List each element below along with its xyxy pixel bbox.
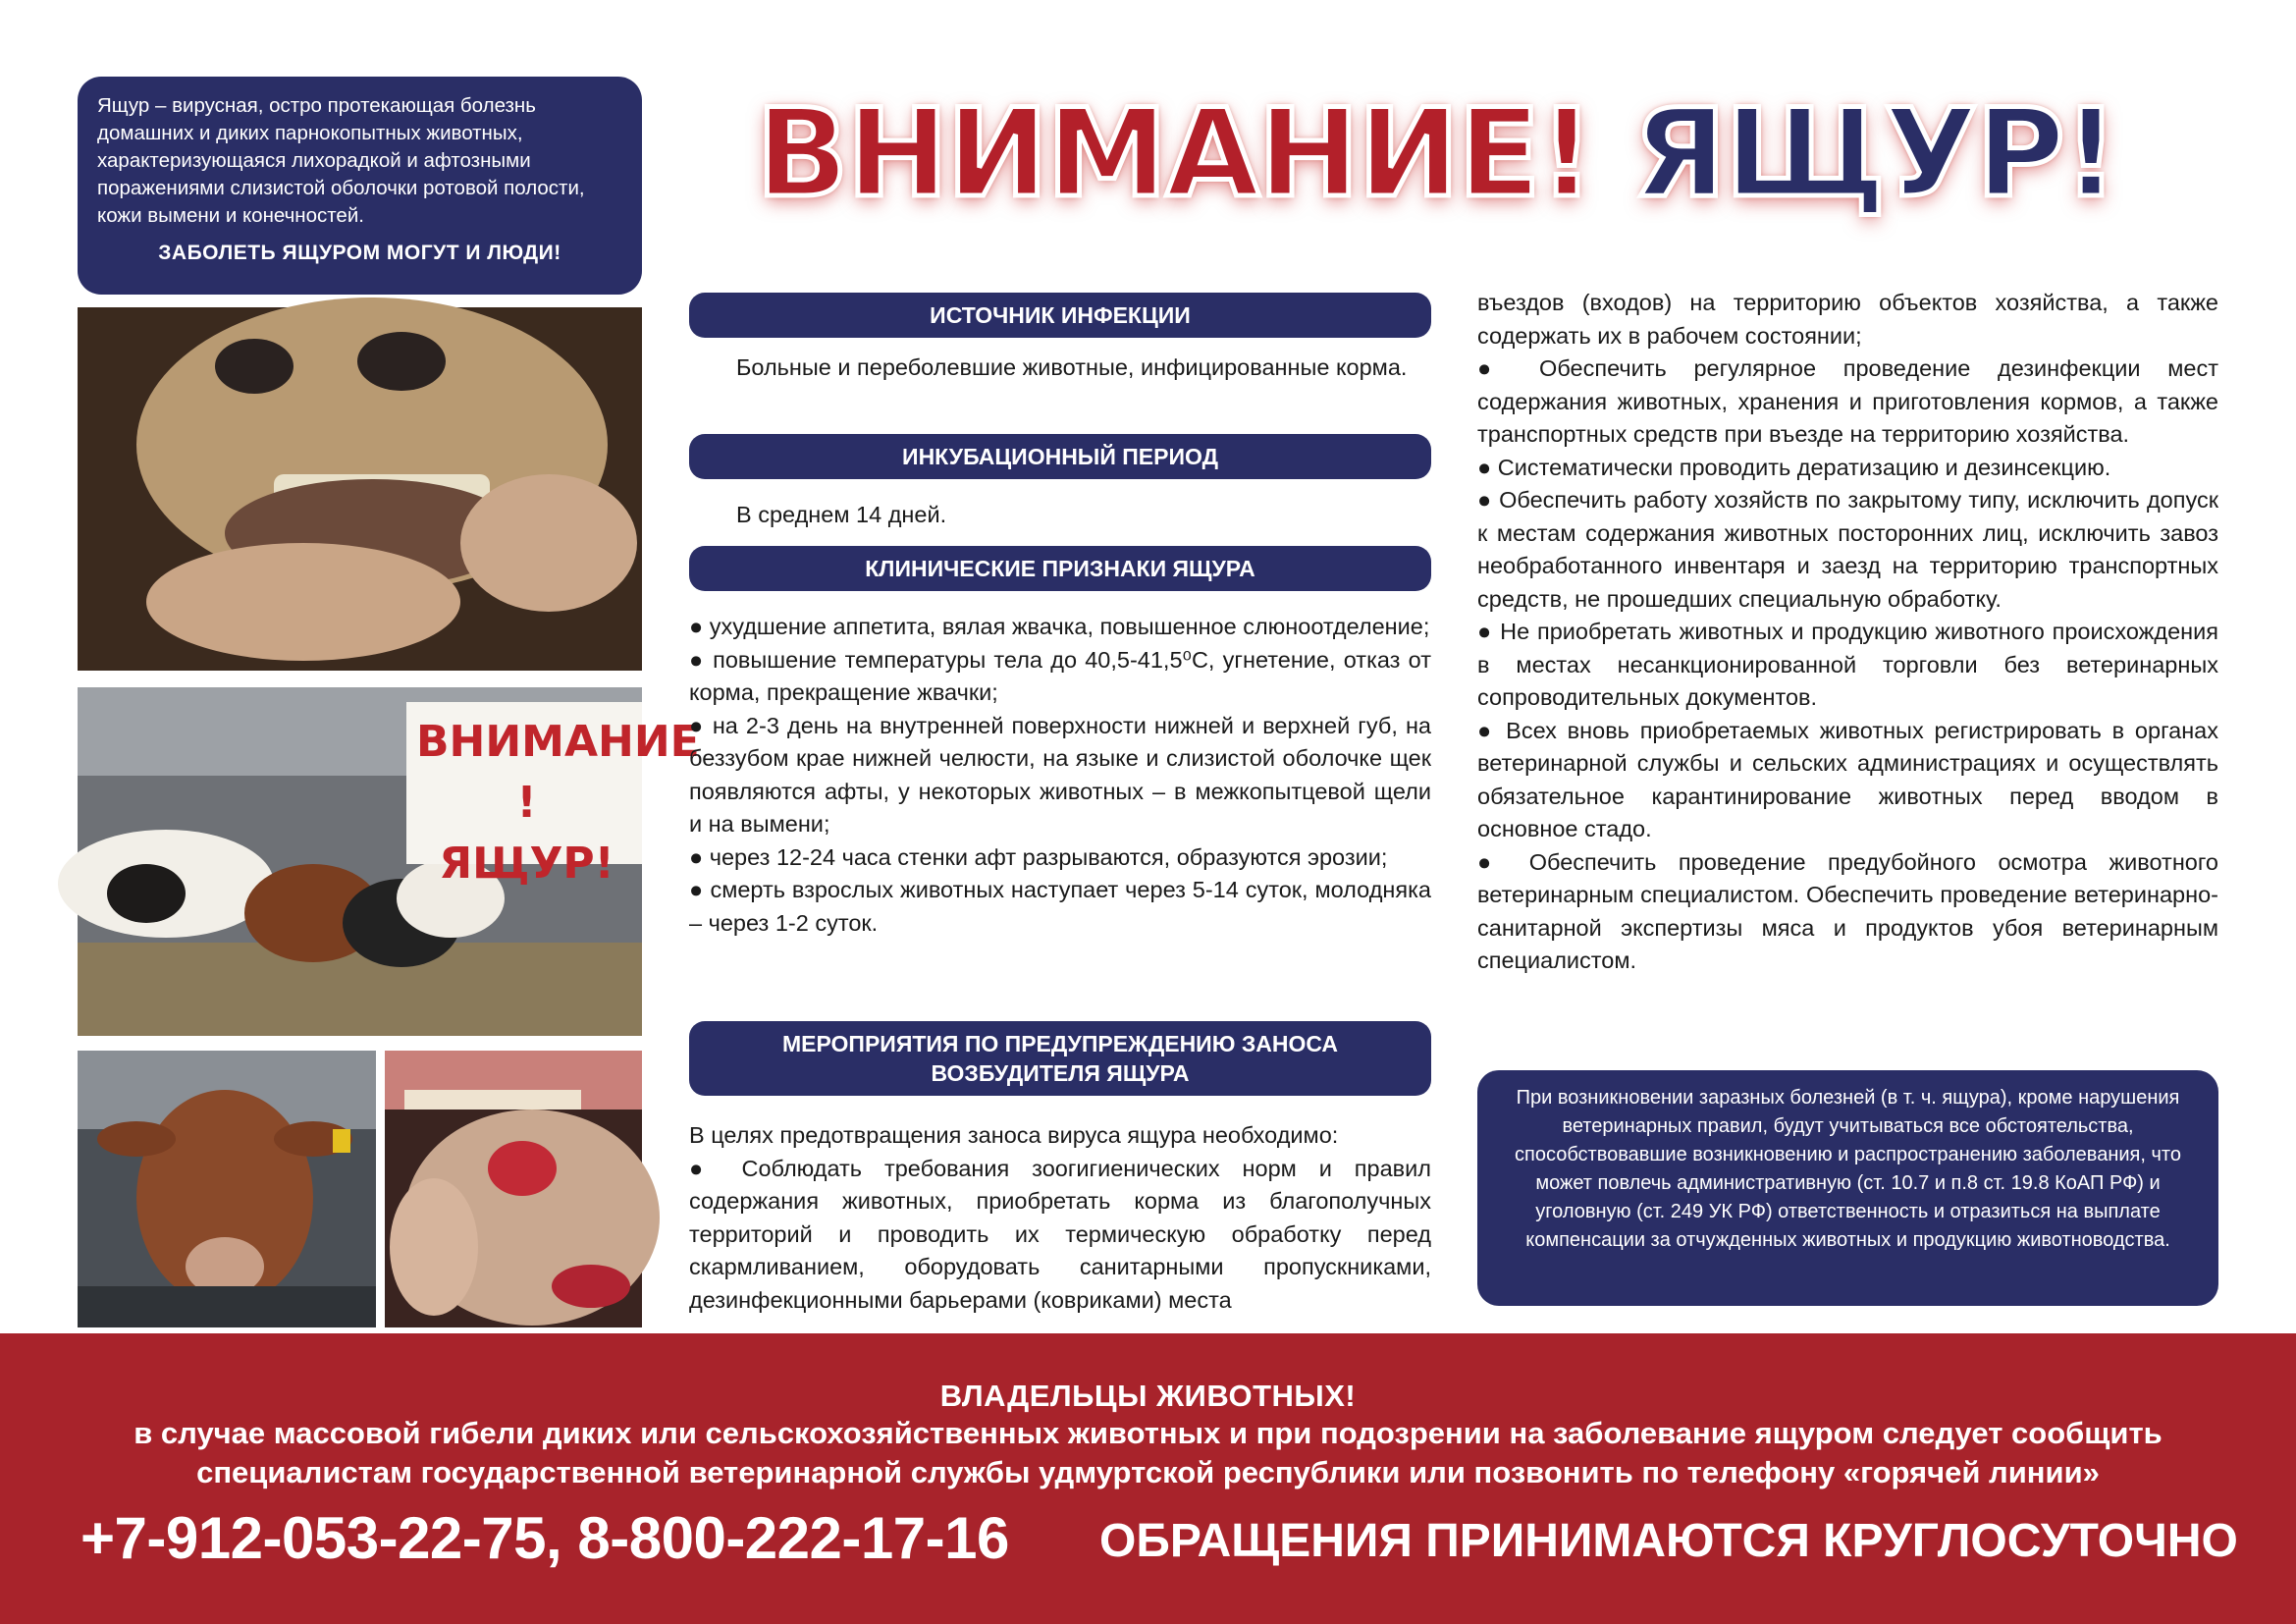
prevention-header-line-2: ВОЗБУДИТЕЛЯ ЯЩУРА [931, 1060, 1190, 1086]
footer-heading: ВЛАДЕЛЬЦЫ ЖИВОТНЫХ! [939, 1379, 1357, 1413]
photo-cows-sign [78, 687, 700, 1036]
intro-text: Ящур – вирусная, остро протекающая болезнь домашних и диких парнокопытных животных, характеризующаяся лихорадкой и афтозными поражениями слизистой оболочки ротовой полости, кожи вымени и конечностей. [97, 94, 585, 227]
photo-cow-mouth [78, 307, 642, 671]
sign-line-2: ЯЩУР! [439, 839, 614, 889]
prevention-item: ● Обеспечить работу хозяйств по закрытому типу, исключить допуск к местам содержания животных посторонних лиц, исключить завоз необработанного инвентаря и заезд на территорию транспортных средств, не прошедших специальную обработку. [1477, 487, 2218, 612]
prevention-item: ● Систематически проводить дератизацию и дезинсекцию. [1477, 454, 2111, 480]
clinical-item: ● через 12-24 часа стенки афт разрываются, образуются эрозии; [689, 843, 1388, 870]
incubation-text [689, 499, 1431, 532]
footer-line-3: специалистам государственной ветеринарной службы удмуртской республики или позвонить по телефону «горячей линии» [196, 1455, 2100, 1489]
sign-line-1: ВНИМАНИЕ ! [416, 717, 700, 828]
footer-band [0, 1333, 2296, 1624]
source-paragraph: Больные и переболевшие животные, инфицированные корма. [736, 354, 1408, 380]
prevention-text-right [1477, 287, 2218, 978]
clinical-list [689, 611, 1431, 940]
clinical-item: ● повышение температуры тела до 40,5-41,5⁰С, угнетение, отказ от корма, прекращение жвачки; [689, 646, 1431, 705]
prevention-item: ● Обеспечить регулярное проведение дезинфекции мест содержания животных, хранения и приготовления кормов, а также транспортных средств при въезде на территорию хозяйства. [1477, 355, 2218, 447]
clinical-item: ● смерть взрослых животных наступает через 5-14 суток, молодняка – через 1-2 суток. [689, 877, 1431, 936]
clinical-item: ● ухудшение аппетита, вялая жвачка, повышенное слюноотделение; [689, 614, 1430, 639]
intro-box [78, 77, 642, 295]
law-notice-text: При возникновении заразных болезней (в т. ч. ящура), кроме нарушения ветеринарных правил, будут учитываться все обстоятельства, способствовавшие возникновению и распространению заболевания, что может повлечь административную (ст. 10.7 и п.8 ст. 19.8 КоАП РФ) и уголовную (ст. 249 УК РФ) ответственность и отразиться на выплате компенсации за отчужденных животных и продукцию животноводства. [1515, 1087, 2181, 1251]
section-header-prevention [689, 1021, 1431, 1096]
intro-emphasis: ЗАБОЛЕТЬ ЯЩУРОМ МОГУТ И ЛЮДИ! [158, 242, 561, 264]
incubation-paragraph: В среднем 14 дней. [736, 502, 947, 527]
page-title [756, 81, 2169, 228]
title-attention: ВНИМАНИЕ! [756, 83, 1593, 225]
footer-line-2: в случае массовой гибели диких или сельскохозяйственных животных и при подозрении на заболевание ящуром следует сообщить [133, 1416, 2163, 1450]
prevention-intro: В целях предотвращения заноса вируса ящура необходимо: [689, 1122, 1339, 1148]
title-fmd: ЯЩУР! [1632, 83, 2117, 225]
prevention-item-1-end: въездов (входов) на территорию объектов хозяйства, а также содержать их в рабочем состоянии; [1477, 290, 2218, 349]
section-header-source: ИСТОЧНИК ИНФЕКЦИИ [689, 293, 1431, 338]
photo-tongue-lesion [385, 1051, 642, 1327]
hotline-phones[interactable]: +7-912-053-22-75, 8-800-222-17-16 [80, 1505, 1009, 1571]
law-notice-box [1477, 1070, 2218, 1306]
prevention-text-left [689, 1119, 1431, 1317]
prevention-item: ● Всех вновь приобретаемых животных регистрировать в органах ветеринарной службы и сельских администрациях и осуществлять обязательное карантинирование животных перед вводом в основное стадо. [1477, 717, 2218, 841]
section-header-incubation: ИНКУБАЦИОННЫЙ ПЕРИОД [689, 434, 1431, 479]
prevention-item: ● Не приобретать животных и продукцию животного происхождения в местах несанкционированной торговли без ветеринарных сопроводительных документов. [1477, 619, 2218, 710]
photo-calf [78, 1051, 376, 1327]
clinical-item: ● на 2-3 день на внутренней поверхности нижней и верхней губ, на беззубом крае нижней челюсти, на языке и слизистой оболочке щек появляются афты, у некоторых животных – в межкопытцевой щели и на вымени; [689, 712, 1431, 837]
prevention-item: ● Обеспечить проведение предубойного осмотра животного ветеринарным специалистом. Обеспечить проведение ветеринарно-санитарной экспертизы мяса и продуктов убоя ветеринарным специалистом. [1477, 848, 2218, 973]
prevention-item-1-start: ● Соблюдать требования зоогигиенических норм и правил содержания животных, приобретать корма из благополучных территорий и проводить их термическую обработку перед скармливанием, оборудовать санитарными пропускниками, дезинфекционными барьерами (ковриками) места [689, 1155, 1431, 1313]
section-header-clinical: КЛИНИЧЕСКИЕ ПРИЗНАКИ ЯЩУРА [689, 546, 1431, 591]
hotline-hours: ОБРАЩЕНИЯ ПРИНИМАЮТСЯ КРУГЛОСУТОЧНО [1099, 1515, 2238, 1567]
source-text [689, 352, 1431, 385]
prevention-header-line-1: МЕРОПРИЯТИЯ ПО ПРЕДУПРЕЖДЕНИЮ ЗАНОСА [781, 1031, 1338, 1056]
